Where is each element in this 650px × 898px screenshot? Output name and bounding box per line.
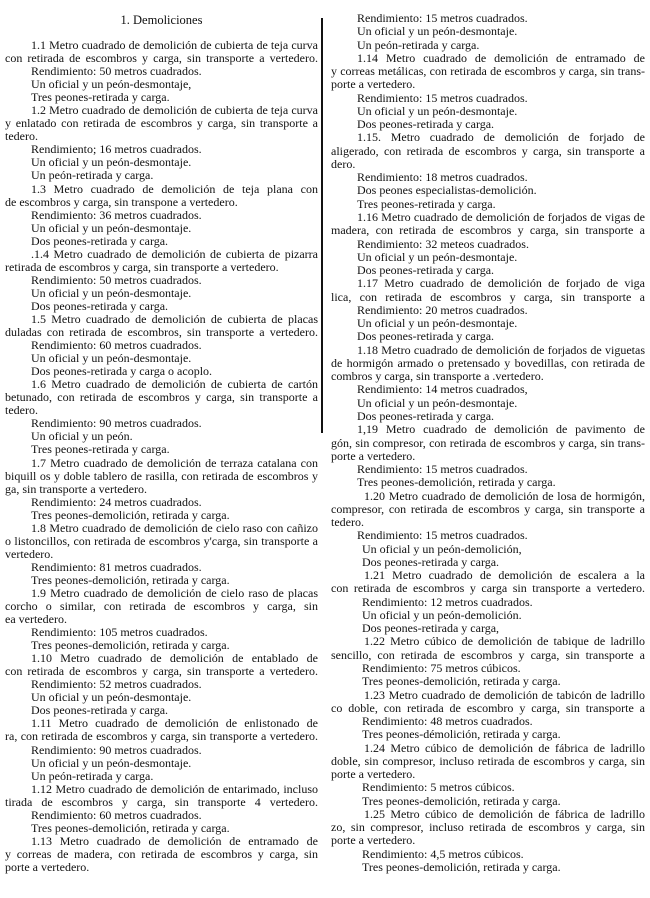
text-line: Dos peones especialistas-demolición. (357, 183, 537, 198)
item-heading-line: .1.4 Metro cuadrado de demolición de cubierta de pizarra (31, 247, 318, 261)
text-line: Rendimiento: 48 metros cuadrados. (362, 714, 533, 729)
text-line: Rendimiento: 12 metros cuadrados. (362, 594, 533, 609)
text-line: porte a vertedero. (331, 833, 416, 848)
text-line: Rendimiento: 15 metros cuadrados. (357, 462, 528, 477)
text-line: lica, con retirada de escombros y carga, sin transporte a (331, 290, 645, 304)
text-line: Un oficial y un peón-demolición. (362, 607, 522, 622)
text-line: Dos peones-retirada y carga. (357, 263, 495, 278)
text-line: aligerado, con retirada de escombros y carga, sin transporte a (331, 144, 645, 158)
text-line: Un oficial y un peón-desmontaje. (357, 249, 518, 264)
text-line: Rendimiento: 52 metros cuadrados. (31, 677, 202, 692)
text-line: combros y carga, sin transporte a .vertedero. (331, 369, 544, 384)
item-heading-line: 1.9 Metro cuadrado de demolición de cielo raso de placas (31, 586, 318, 600)
text-line: dero. (331, 156, 356, 171)
column-rule (321, 18, 323, 433)
text-line: ra, con retirada de escombros y carga, sin transporte a vertedero. (5, 730, 318, 744)
text-line: Tres peones-demolición, retirada y carga. (357, 475, 556, 490)
text-line: porte a vertedero. (5, 859, 90, 874)
text-line: Rendimiento: 81 metros cuadrados. (31, 559, 202, 574)
item-heading-line: 1,19 Metro cuadrado de demolición de pavimento de (357, 423, 645, 437)
text-line: Rendimiento: 75 metros cúbicos. (362, 661, 521, 676)
item-heading-line: 1.7 Metro cuadrado de demolición de terraza catalana con (31, 456, 318, 470)
text-line: Rendimiento: 5 metros cúbicos. (362, 780, 515, 795)
text-line: Tres peones-retirada y carga. (357, 196, 496, 211)
item-heading-line: 1.22 Metro cúbico de demolición de tabique de ladrillo (364, 635, 645, 649)
text-line: Dos peones-retirada y carga. (357, 117, 495, 132)
text-line: Rendimiento: 18 metros cuadrados. (357, 170, 528, 185)
text-line: porte a vertedero. (331, 767, 416, 782)
item-heading-line: 1.20 Metro cuadrado de demolición de losa de hormigón, (364, 489, 645, 503)
text-line: Un oficial y un peón-desmontaje. (31, 755, 192, 770)
text-line: tirada de escombros y carga, sin transporte 4 vertedero. (5, 795, 318, 809)
text-line: doble, sin compresor, incluso retirada de escombros y carga, sin (331, 754, 645, 768)
text-line: Rendimiento: 15 metros cuadrados. (357, 528, 528, 543)
text-line: Dos peones-retirada y carga. (362, 554, 500, 569)
text-line: Rendimiento: 4,5 metros cúbicos. (362, 846, 524, 861)
text-line: con retirada de escombros y carga, sin transporte a vertedero. (5, 52, 318, 66)
text-line: con retirada de escombros y carga sin transporte a vertedero. (331, 582, 645, 596)
text-line: zo, sin compresor, incluso retirada de escombros y carga, sin (331, 821, 645, 835)
text-line: biquill os y doble tablero de rasilla, con retirada de escombros y (5, 469, 318, 483)
text-line: Rendimiento: 36 metros cuadrados. (31, 207, 202, 222)
text-line: Rendimiento: 14 metros cuadrados, (357, 382, 528, 397)
item-heading-line: 1.3 Metro cuadrado de demolición de teja plana con (31, 182, 318, 196)
text-line: Rendimiento: 105 metros cuadrados. (31, 625, 208, 640)
text-line: Un peón-retirada y carga. (31, 168, 154, 183)
text-line: Rendimiento: 90 metros cuadrados. (31, 742, 202, 757)
item-heading-line: 1.18 Metro cuadrado de demolición de forjados de viguetas (357, 343, 645, 357)
item-heading-line: 1.16 Metro cuadrado de demolición de forjados de vigas de (357, 210, 645, 224)
item-heading-line: 1.2 Metro cuadrado de demolición de cubierta de teja curva (31, 104, 318, 118)
text-line: Tres peones-retirada y carga. (31, 90, 170, 105)
text-line: Rendimiento: 60 metros cuadrados. (31, 338, 202, 353)
text-line: Un oficial y un peón-desmontaje. (31, 690, 192, 705)
text-line: tedero. (5, 129, 38, 144)
text-line: Un oficial y un peón-desmontaje. (357, 24, 518, 39)
text-line: Rendimiento: 24 metros cuadrados. (31, 494, 202, 509)
text-line: Rendimiento: 60 metros cuadrados. (31, 807, 202, 822)
text-line: y correas metálicas, con retirada de escombros y carga, sin trans- (331, 65, 645, 79)
text-line: betunado, con retirada de escombros y carga, sin transporte a (5, 391, 318, 405)
text-line: gón, sin compresor, con retirada de escombros y carga, sin trans- (331, 436, 645, 450)
item-heading-line: 1.21 Metro cuadrado de demolición de escalera a la (364, 569, 645, 583)
item-heading-line: 1.8 Metro cuadrado de demolición de cielo raso con cañizo (31, 521, 318, 535)
text-line: madera, con retirada de escombros y carga, sin transporte a (331, 224, 645, 238)
item-heading-line: 1.13 Metro cuadrado de demolición de entramado de (31, 834, 318, 848)
text-line: de hormigón armado o pretensado y bovedillas, con retirada de (331, 356, 645, 370)
text-line: Rendimiento: 15 metros cuadrados. (357, 11, 528, 25)
text-line: Un oficial y un peón-desmontaje. (357, 395, 518, 410)
text-line: tedero. (5, 403, 38, 418)
right-column (331, 12, 645, 874)
text-line: tedero. (331, 515, 364, 530)
item-heading-line: 1.23 Metro cuadrado de demolición de tabicón de ladrillo (364, 688, 645, 702)
left-column (5, 39, 318, 874)
text-line: o listoncillos, con retirada de escombros y'carga, sin transporte a (5, 534, 318, 548)
item-heading-line: 1.24 Metro cúbico de demolición de fábrica de ladrillo (364, 741, 645, 755)
text-line: y correas de madera, con retirada de escombros y carga, sin (5, 847, 318, 861)
text-line: Un peón-retirada y carga. (357, 37, 480, 52)
text-line: y enlatado con retirada de escombros y carga, sin transporte a (5, 117, 318, 131)
text-line: Rendimiento: 90 metros cuadrados. (31, 416, 202, 431)
item-heading-line: 1.10 Metro cuadrado de demolición de entablado de (31, 652, 318, 666)
text-line: Un oficial y un peón-desmontaje. (31, 285, 192, 300)
text-line: Dos peones-retirada y carga. (31, 703, 169, 718)
text-line: corcho o similar, con retirada de escombros y carga, sin (5, 600, 318, 614)
text-line: porte a vertedero. (331, 77, 416, 92)
text-line: Un oficial y un peón-desmontaje. (31, 155, 192, 170)
text-line: Dos peones-retirada y carga. (357, 329, 495, 344)
text-line: Rendimiento: 20 metros cuadrados. (357, 302, 528, 317)
text-line: Rendimiento; 16 metros cuadrados. (31, 142, 202, 157)
text-line: vertedero. (5, 546, 54, 561)
item-heading-line: 1.17 Metro cuadrado de demolición de forjado de viga (357, 277, 645, 291)
text-line: Dos peones-retirada y carga. (357, 408, 495, 423)
text-line: ga, sin transporte a vertedero. (5, 481, 147, 496)
item-heading-line: 1.12 Metro cuadrado de demolición de entarimado, incluso (31, 782, 318, 796)
text-line: Tres peones-demolición, retirada y carga. (362, 793, 561, 808)
text-line: Tres peones-demolición, retirada y carga. (31, 638, 230, 653)
text-line: sencillo, con retirada de escombros y carga, sin transporte a (331, 648, 645, 662)
text-line: Un oficial y un peón. (31, 429, 133, 444)
item-heading-line: 1.11 Metro cuadrado de demolición de enlistonado de (31, 717, 318, 731)
text-line: de escombros y carga, sin transpone a vertedero. (5, 194, 238, 209)
text-line: ea vertedero. (5, 612, 67, 627)
text-line: Un peón-retirada y carga. (31, 768, 154, 783)
text-line: Tres peones-demolición, retirada y carga. (362, 674, 561, 689)
text-line: Un oficial y un peón-desmontaje. (31, 351, 192, 366)
text-line: Dos peones-retirada y carga o acoplo. (31, 364, 213, 379)
item-heading-line: 1.6 Metro cuadrado de demolición de cubierta de cartón (31, 378, 318, 392)
text-line: retirada de escombros y carga, sin transporte a vertedero. (5, 259, 279, 274)
text-line: Rendimiento: 50 metros cuadrados. (31, 64, 202, 79)
text-line: compresor, con retirada de escombros y carga, sin transporte a (331, 502, 645, 516)
text-line: Dos peones-retirada y carga. (31, 233, 169, 248)
text-line: Un oficial y un peón-desmontaje. (357, 316, 518, 331)
text-line: Un oficial y un peón-desmontaje. (31, 220, 192, 235)
section-title: 1. Demoliciones (120, 13, 203, 27)
item-heading-line: 1.25 Metro cúbico de demolición de fábrica de ladrillo (364, 807, 645, 821)
text-line: Tres peones-demolición, retirada y carga. (362, 860, 561, 874)
text-line: Tres peones-demolición, retirada y carga. (31, 507, 230, 522)
text-line: porte a vertedero. (331, 448, 416, 463)
item-heading-line: 1.15. Metro cuadrado de demolición de forjado de (357, 131, 645, 145)
text-line: Rendimiento: 15 metros cuadrados. (357, 90, 528, 105)
text-line: duladas con retirada de escombros, sin transporte a vertedero. (5, 326, 318, 340)
text-line: Tres peones-retirada y carga. (31, 442, 170, 457)
text-line: Un oficial y un peón-desmontaje. (357, 103, 518, 118)
text-line: Rendimiento: 32 meteos cuadrados. (357, 236, 529, 251)
text-line: Rendimiento: 50 metros cuadrados. (31, 272, 202, 287)
item-heading-line: 1.1 Metro cuadrado de demolición de cubierta de teja curva (31, 39, 318, 52)
text-line: Tres peones-démolición, retirada y carga. (362, 727, 561, 742)
text-line: Tres peones-demolición, retirada y carga. (31, 572, 230, 587)
text-line: Tres peones-demolición, retirada y carga. (31, 820, 230, 835)
text-line: Dos peones-retirada y carga, (362, 621, 500, 636)
text-line: Dos peones-retirada y carga. (31, 298, 169, 313)
item-heading-line: 1.14 Metro cuadrado de demolición de entramado de (357, 51, 645, 65)
text-line: co doble, con retirada de escombro y carga, sin transporte a (331, 701, 645, 715)
text-line: Un oficial y un peón-demolición, (362, 541, 522, 556)
text-line: Un oficial y un peón-desmontaje, (31, 77, 192, 92)
item-heading-line: 1.5 Metro cuadrado de demolición de cubierta de placas (31, 312, 318, 326)
text-line: con retirada de escombros y carga, sin transporte a vertedero. (5, 665, 318, 679)
